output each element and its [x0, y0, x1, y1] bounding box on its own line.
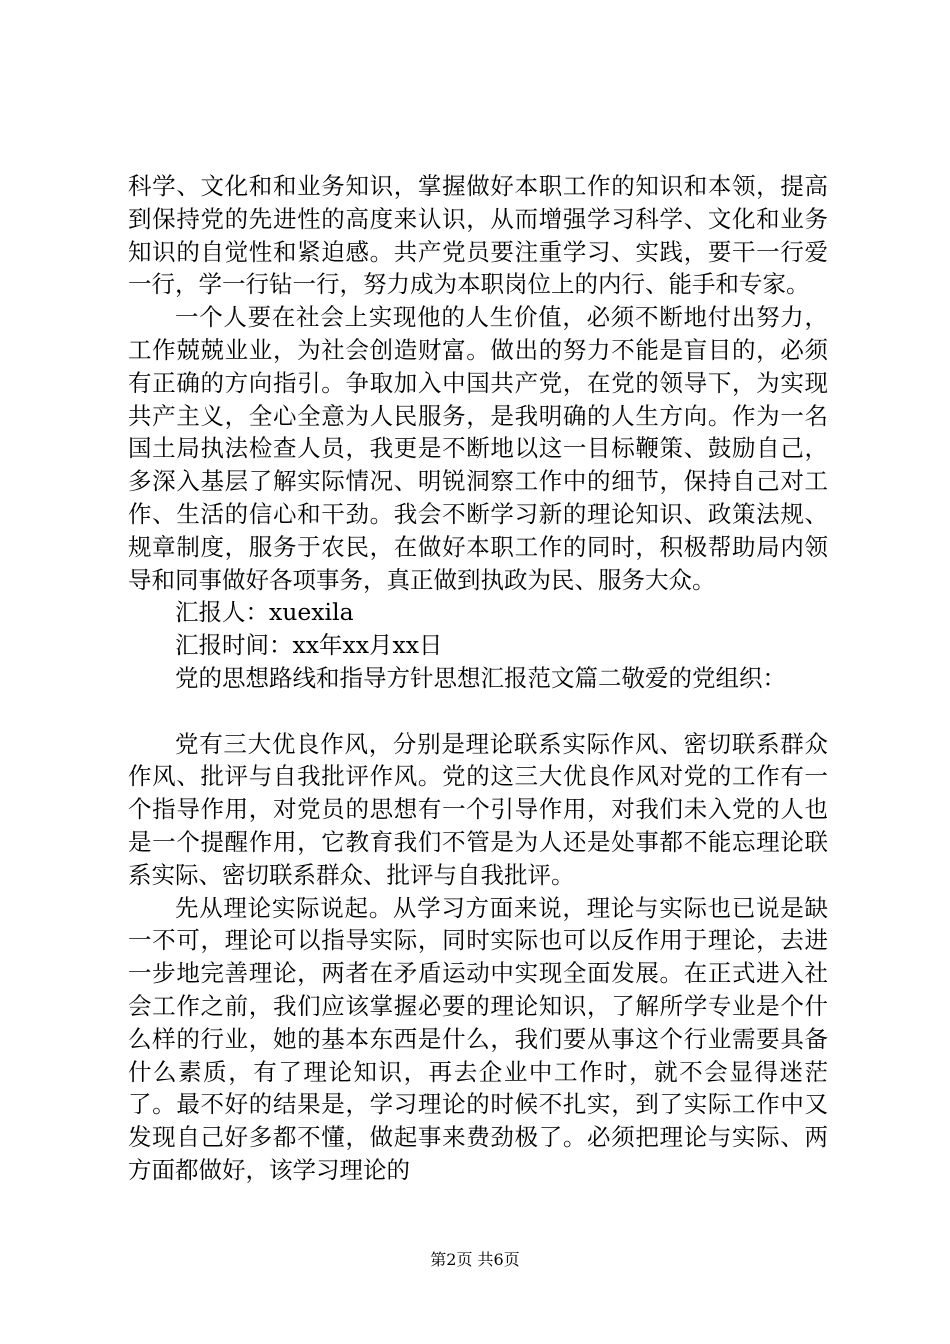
page-footer: 第2页 共6页	[430, 1250, 520, 1269]
paragraph-continuation: 科学、文化和和业务知识，掌握做好本职工作的知识和本领，提高到保持党的先进性的高度来认识，从而增强学习科学、文化和业务知识的自觉性和紧迫感。共产党员要注重学习、实践，要干一行爱一行，学一行钻一行，努力成为本职岗位上的内行、能手和专家。	[128, 172, 828, 299]
blank-line	[128, 695, 828, 728]
section-heading: 党的思想路线和指导方针思想汇报范文篇二敬爱的党组织：	[175, 663, 786, 692]
paragraph-life-value: 一个人要在社会上实现他的人生价值，必须不断地付出努力，工作兢兢业业，为社会创造财富。做出的努力不能是盲目的，必须有正确的方向指引。争取加入中国共产党，在党的领导下，为实现共产主义，全心全意为人民服务，是我明确的人生方向。作为一名国土局执法检查人员，我更是不断地以这一目标鞭策、鼓励自己，多深入基层了解实际情况、明锐洞察工作中的细节，保持自己对工作、生活的信心和干劲。我会不断学习新的理论知识、政策法规、规章制度，服务于农民，在做好本职工作的同时，积极帮助局内领导和同事做好各项事务，真正做到执政为民、服务大众。	[128, 303, 828, 594]
report-date-line: 汇报时间：xx年xx月xx日	[175, 631, 443, 660]
reporter-line: 汇报人：xuexila	[175, 598, 354, 627]
paragraph-three-styles: 党有三大优良作风，分别是理论联系实际作风、密切联系群众作风、批评与自我批评作风。党的这三大优良作风对党的工作有一个指导作用，对党员的思想有一个引导作用，对我们未入党的人也是一个提醒作用，它教育我们不管是为人还是处事都不能忘理论联系实际、密切联系群众、批评与自我批评。	[128, 729, 828, 889]
document-body	[128, 170, 828, 1187]
paragraph-theory-practice: 先从理论实际说起。从学习方面来说，理论与实际也已说是缺一不可，理论可以指导实际，同时实际也可以反作用于理论，去进一步地完善理论，两者在矛盾运动中实现全面发展。在正式进入社会工作之前，我们应该掌握必要的理论知识，了解所学专业是个什么样的行业，她的基本东西是什么，我们要从事这个行业需要具备什么素质，有了理论知识，再去企业中工作时，就不会显得迷茫了。最不好的结果是，学习理论的时候不扎实，到了实际工作中又发现自己好多都不懂，做起事来费劲极了。必须把理论与实际、两方面都做好，该学习理论的	[128, 893, 828, 1184]
